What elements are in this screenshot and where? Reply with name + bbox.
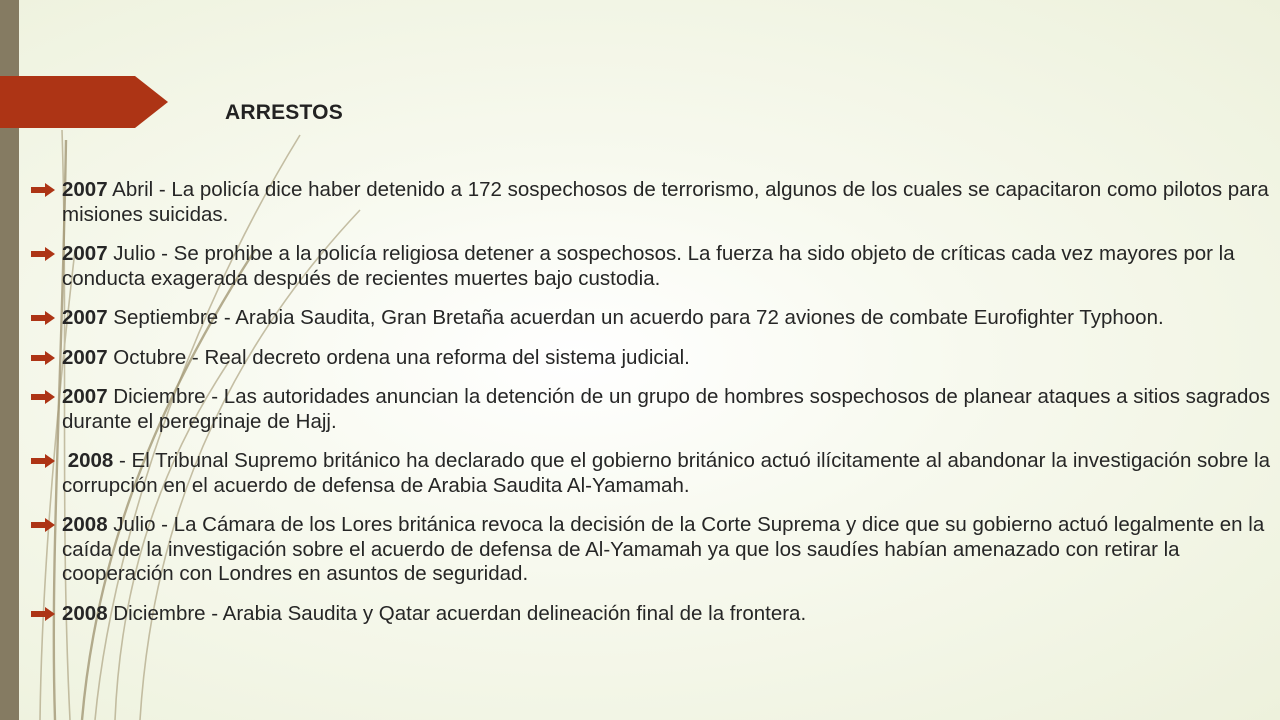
item-year: 2008: [62, 449, 114, 472]
list-item: [30, 602, 1270, 627]
list-item: [30, 178, 1270, 227]
list-item: [30, 449, 1270, 498]
right-arrow-icon: [30, 454, 56, 468]
right-arrow-icon: [30, 390, 56, 404]
item-year: 2007: [62, 178, 108, 201]
list-item: [30, 242, 1270, 291]
item-text: Diciembre - Arabia Saudita y Qatar acuerdan delineación final de la frontera.: [107, 601, 807, 625]
item-year: 2008: [62, 601, 108, 625]
list-item: [30, 385, 1270, 434]
list-item: [30, 513, 1270, 587]
bullet-list: [30, 178, 1270, 641]
item-text: Octubre - Real decreto ordena una reforma del sistema judicial.: [107, 345, 690, 369]
list-item: [30, 346, 1270, 371]
right-arrow-icon: [30, 607, 56, 621]
right-arrow-icon: [30, 311, 56, 325]
right-arrow-icon: [30, 247, 56, 261]
item-year: 2007: [62, 306, 108, 329]
item-year: 2008: [62, 513, 108, 536]
item-text: Abril - La policía dice haber detenido a 172 sospechosos de terrorismo, algunos de los cuales se capacitaron como pilotos para misiones suicidas.: [62, 178, 1269, 226]
item-text: Septiembre - Arabia Saudita, Gran Bretaña acuerdan un acuerdo para 72 aviones de combate Eurofighter Typhoon.: [107, 306, 1164, 329]
item-year: 2007: [62, 385, 108, 408]
item-text: Diciembre - Las autoridades anuncian la detención de un grupo de hombres sospechosos de planear ataques a sitios sagrados durante el peregrinaje de Hajj.: [62, 385, 1271, 433]
right-arrow-icon: [30, 518, 56, 532]
item-year: 2007: [62, 242, 108, 265]
right-arrow-icon: [30, 351, 56, 365]
item-year: 2007: [62, 345, 108, 369]
item-text: - El Tribunal Supremo británico ha declarado que el gobierno británico actuó ilícitamente al abandonar la investigación sobre la corrupción en el acuerdo de defensa de Arabia Saudita Al-Yamamah.: [62, 449, 1270, 497]
list-item: [30, 306, 1270, 331]
item-text: Julio - Se prohibe a la policía religiosa detener a sospechosos. La fuerza ha sido objeto de críticas cada vez mayores por la conducta exagerada después de recientes muertes bajo custodia.: [62, 242, 1235, 290]
slide-title: ARRESTOS: [225, 101, 343, 124]
right-arrow-icon: [30, 183, 56, 197]
item-text: Julio - La Cámara de los Lores británica revoca la decisión de la Corte Suprema y dice que su gobierno actuó legalmente en la caída de la investigación sobre el acuerdo de defensa de Al-Yamamah ya que los saudíes habían amenazado con retirar la cooperación con Londres en asuntos de seguridad.: [62, 513, 1265, 585]
